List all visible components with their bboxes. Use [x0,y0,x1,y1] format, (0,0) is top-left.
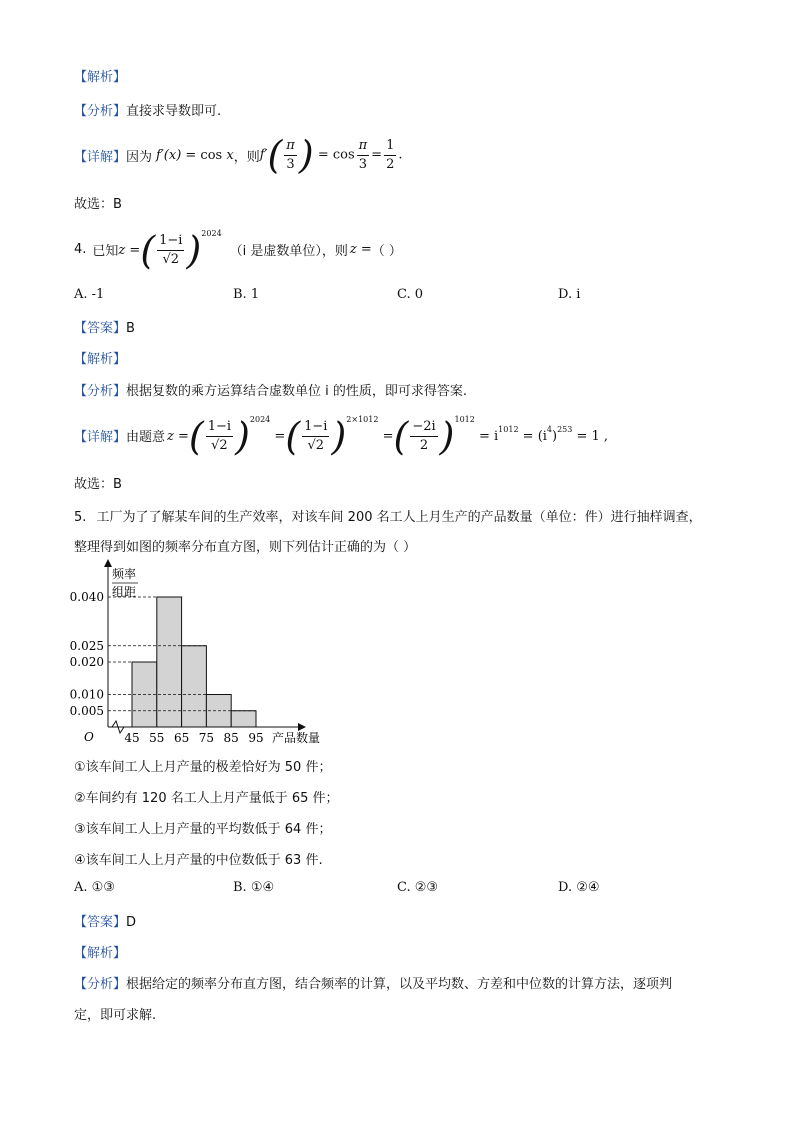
statement-text: ④该车间工人上月产量的中位数低于 63 件. [74,853,323,868]
y-tick-label: 0.005 [69,703,104,718]
formula-fprime-value: f′( $\frac{\pi}{3}$ ) = cos $\frac{\pi}{3}$ = $\frac{1}{2}$ . [259,133,403,177]
q5-stem-text2: 整理得到如图的频率分布直方图，则下列估计正确的为（ ） [74,540,417,555]
x-tick-label: 55 [149,731,165,745]
q4-z: z = [349,241,372,257]
q4-stem-post: （i 是虚数单位），则 [229,243,348,259]
fenxi-label: 【分析】 [74,104,127,119]
daan-label: 【答案】 [74,321,127,336]
x-tick-label: 85 [223,731,239,745]
q5-statement-2 [74,787,339,806]
xiangjie-label: 【详解】 [74,429,127,445]
q5-statement-4 [74,849,323,868]
q5-statement-3 [74,818,331,837]
q5-option-d: D. ②④ [558,880,600,895]
jiexi-label: 【解析】 [74,946,127,961]
jiexi-label: 【解析】 [74,352,127,367]
formula-q4-z: z =( $\frac{1-i}{√2}$ )$^{2024}$ [118,228,222,273]
fenxi-text-2: 定，即可求解. [74,1008,157,1023]
q5-option-b: B. ①④ [233,880,275,895]
xiangjie-label: 【详解】 [74,149,127,165]
xiangjie-mid: ，则 [233,149,260,165]
q5-number: 5. [74,510,87,525]
q4-stem-end: （ ） [371,243,402,259]
xiangjie-pre: 由题意 [126,429,166,445]
histogram-bar [231,711,256,727]
q5-stem-text1: 工厂为了了解某车间的生产效率，对该车间 200 名工人上月生产的产品数量（单位：件）进行抽样调查， [96,510,702,525]
q4-option-d: D. i [558,287,581,302]
statement-text: ②车间约有 120 名工人上月产量低于 65 件； [74,791,339,806]
guxuan-text: 故选：B [74,477,122,492]
histogram-bar [182,646,207,727]
daan-label: 【答案】 [74,915,127,930]
fenxi-text: 直接求导数即可. [126,104,222,119]
x-tick-label: 65 [173,731,190,745]
y-tick-label: 0.040 [69,590,104,604]
ylabel-bottom: 组距 [112,585,137,599]
daan-line-q5 [74,911,136,930]
xiangjie-pre: 因为 [126,149,153,165]
fenxi-label: 【分析】 [74,384,127,399]
y-tick-label: 0.020 [69,655,104,669]
guxuan-text: 故选：B [74,197,122,212]
jiexi-tag-q5 [74,942,126,961]
fenxi-text: 根据复数的乘方运算结合虚数单位 i 的性质，即可求得答案. [126,384,468,399]
formula-derivative: f′(x) = cos x [156,147,234,163]
fenxi-label: 【分析】 [74,977,127,992]
q5-option-a: A. ①③ [74,880,115,895]
x-tick-label: 75 [198,731,215,745]
statement-text: ③该车间工人上月产量的平均数低于 64 件； [74,822,332,837]
y-tick-label: 0.025 [69,638,104,653]
origin-label: O [84,730,94,744]
histogram-bar [157,597,182,727]
fenxi-line-q5-cont [74,1004,156,1023]
q4-number: 4. [74,241,87,257]
q4-option-c: C. 0 [397,287,424,302]
x-tick-label: 95 [248,731,264,745]
q4-option-a: A. -1 [74,287,105,302]
q5-answer: D [126,915,137,930]
q4-answer: B [126,321,135,336]
x-tick-label: 45 [124,731,140,745]
statement-text: ①该车间工人上月产量的极差恰好为 50 件； [74,760,332,775]
q5-option-c: C. ②③ [397,880,439,895]
fenxi-text-1: 根据给定的频率分布直方图，结合频率的计算，以及平均数、方差和中位数的计算方法，逐项判 [126,977,673,992]
q4-option-b: B. 1 [233,287,260,302]
q5-statement-1 [74,756,331,775]
fenxi-line-q5 [74,973,672,992]
formula-q4-derivation: z =( $\frac{1-i}{√2}$ )$^{2024}$ =( $\frac{1-i}{√2}$ )$^{2\times 1012}$ =( $\frac{-2i}{2}$ )$^{1012} = i^{1012} = (i^4)^{253} = 1$ , [167,414,609,459]
xlabel: 产品数量 [272,731,321,745]
ylabel-top: 频率 [112,567,137,581]
q4-stem-pre: 已知 [92,243,119,259]
jiexi-label: 【解析】 [74,70,127,85]
y-tick-label: 0.010 [69,687,104,702]
